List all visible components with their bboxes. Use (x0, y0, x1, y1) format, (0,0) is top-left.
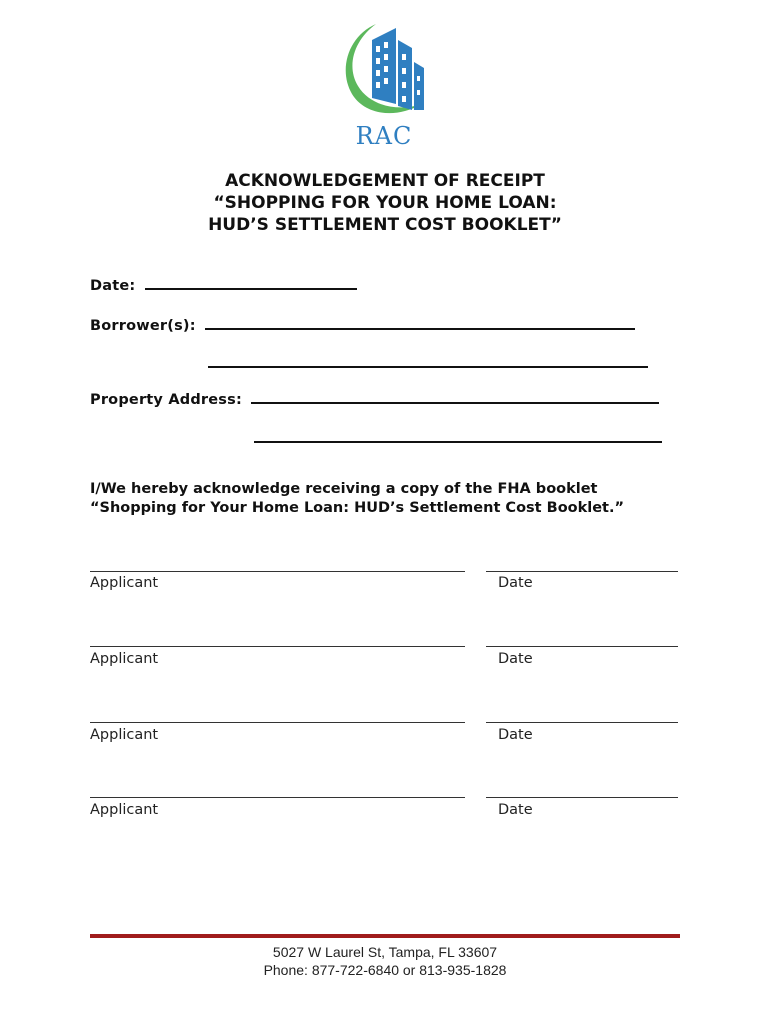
logo-text: RAC (355, 122, 413, 150)
applicant-signature-line[interactable] (90, 722, 465, 723)
rac-logo (336, 18, 432, 154)
signature-date-label: Date (498, 575, 533, 591)
applicant-label: Applicant (90, 802, 159, 818)
property-address-label: Property Address: (90, 392, 242, 408)
footer-phone: Phone: 877-722-6840 or 813-935-1828 (263, 962, 507, 978)
borrowers-field (90, 314, 635, 334)
property-address-continuation (254, 427, 662, 447)
date-label: Date: (90, 278, 136, 294)
borrowers-blank-line-2[interactable] (208, 352, 648, 368)
applicant-signature-line[interactable] (90, 797, 465, 798)
date-field (90, 274, 357, 294)
borrowers-label: Borrower(s): (90, 318, 196, 334)
date-signature-line[interactable] (486, 571, 678, 572)
applicant-signature-line[interactable] (90, 571, 465, 572)
property-address-blank-line-1[interactable] (251, 388, 659, 404)
applicant-label: Applicant (90, 727, 159, 743)
signature-date-label: Date (498, 651, 533, 667)
property-address-blank-line-2[interactable] (254, 427, 662, 443)
applicant-label: Applicant (90, 575, 159, 591)
signature-date-label: Date (498, 727, 533, 743)
date-blank-line[interactable] (145, 274, 357, 290)
building-swoosh-icon (336, 18, 432, 122)
acknowledgement-statement (90, 480, 624, 518)
footer (0, 943, 770, 979)
document-title (0, 170, 770, 236)
borrowers-field-continuation (208, 352, 648, 372)
date-signature-line[interactable] (486, 646, 678, 647)
applicant-signature-line[interactable] (90, 646, 465, 647)
borrowers-blank-line-1[interactable] (205, 314, 635, 330)
title-line-3: HUD’S SETTLEMENT COST BOOKLET” (208, 215, 562, 235)
date-signature-line[interactable] (486, 797, 678, 798)
applicant-label: Applicant (90, 651, 159, 667)
title-line-1: ACKNOWLEDGEMENT OF RECEIPT (225, 171, 545, 191)
title-line-2: “SHOPPING FOR YOUR HOME LOAN: (213, 193, 557, 213)
footer-divider (90, 934, 680, 938)
date-signature-line[interactable] (486, 722, 678, 723)
footer-address: 5027 W Laurel St, Tampa, FL 33607 (272, 944, 498, 960)
signature-date-label: Date (498, 802, 533, 818)
acknowledgement-line-1: I/We hereby acknowledge receiving a copy of the FHA booklet (90, 481, 598, 497)
acknowledgement-line-2: “Shopping for Your Home Loan: HUD’s Settlement Cost Booklet.” (90, 500, 625, 516)
property-address-field (90, 388, 659, 408)
